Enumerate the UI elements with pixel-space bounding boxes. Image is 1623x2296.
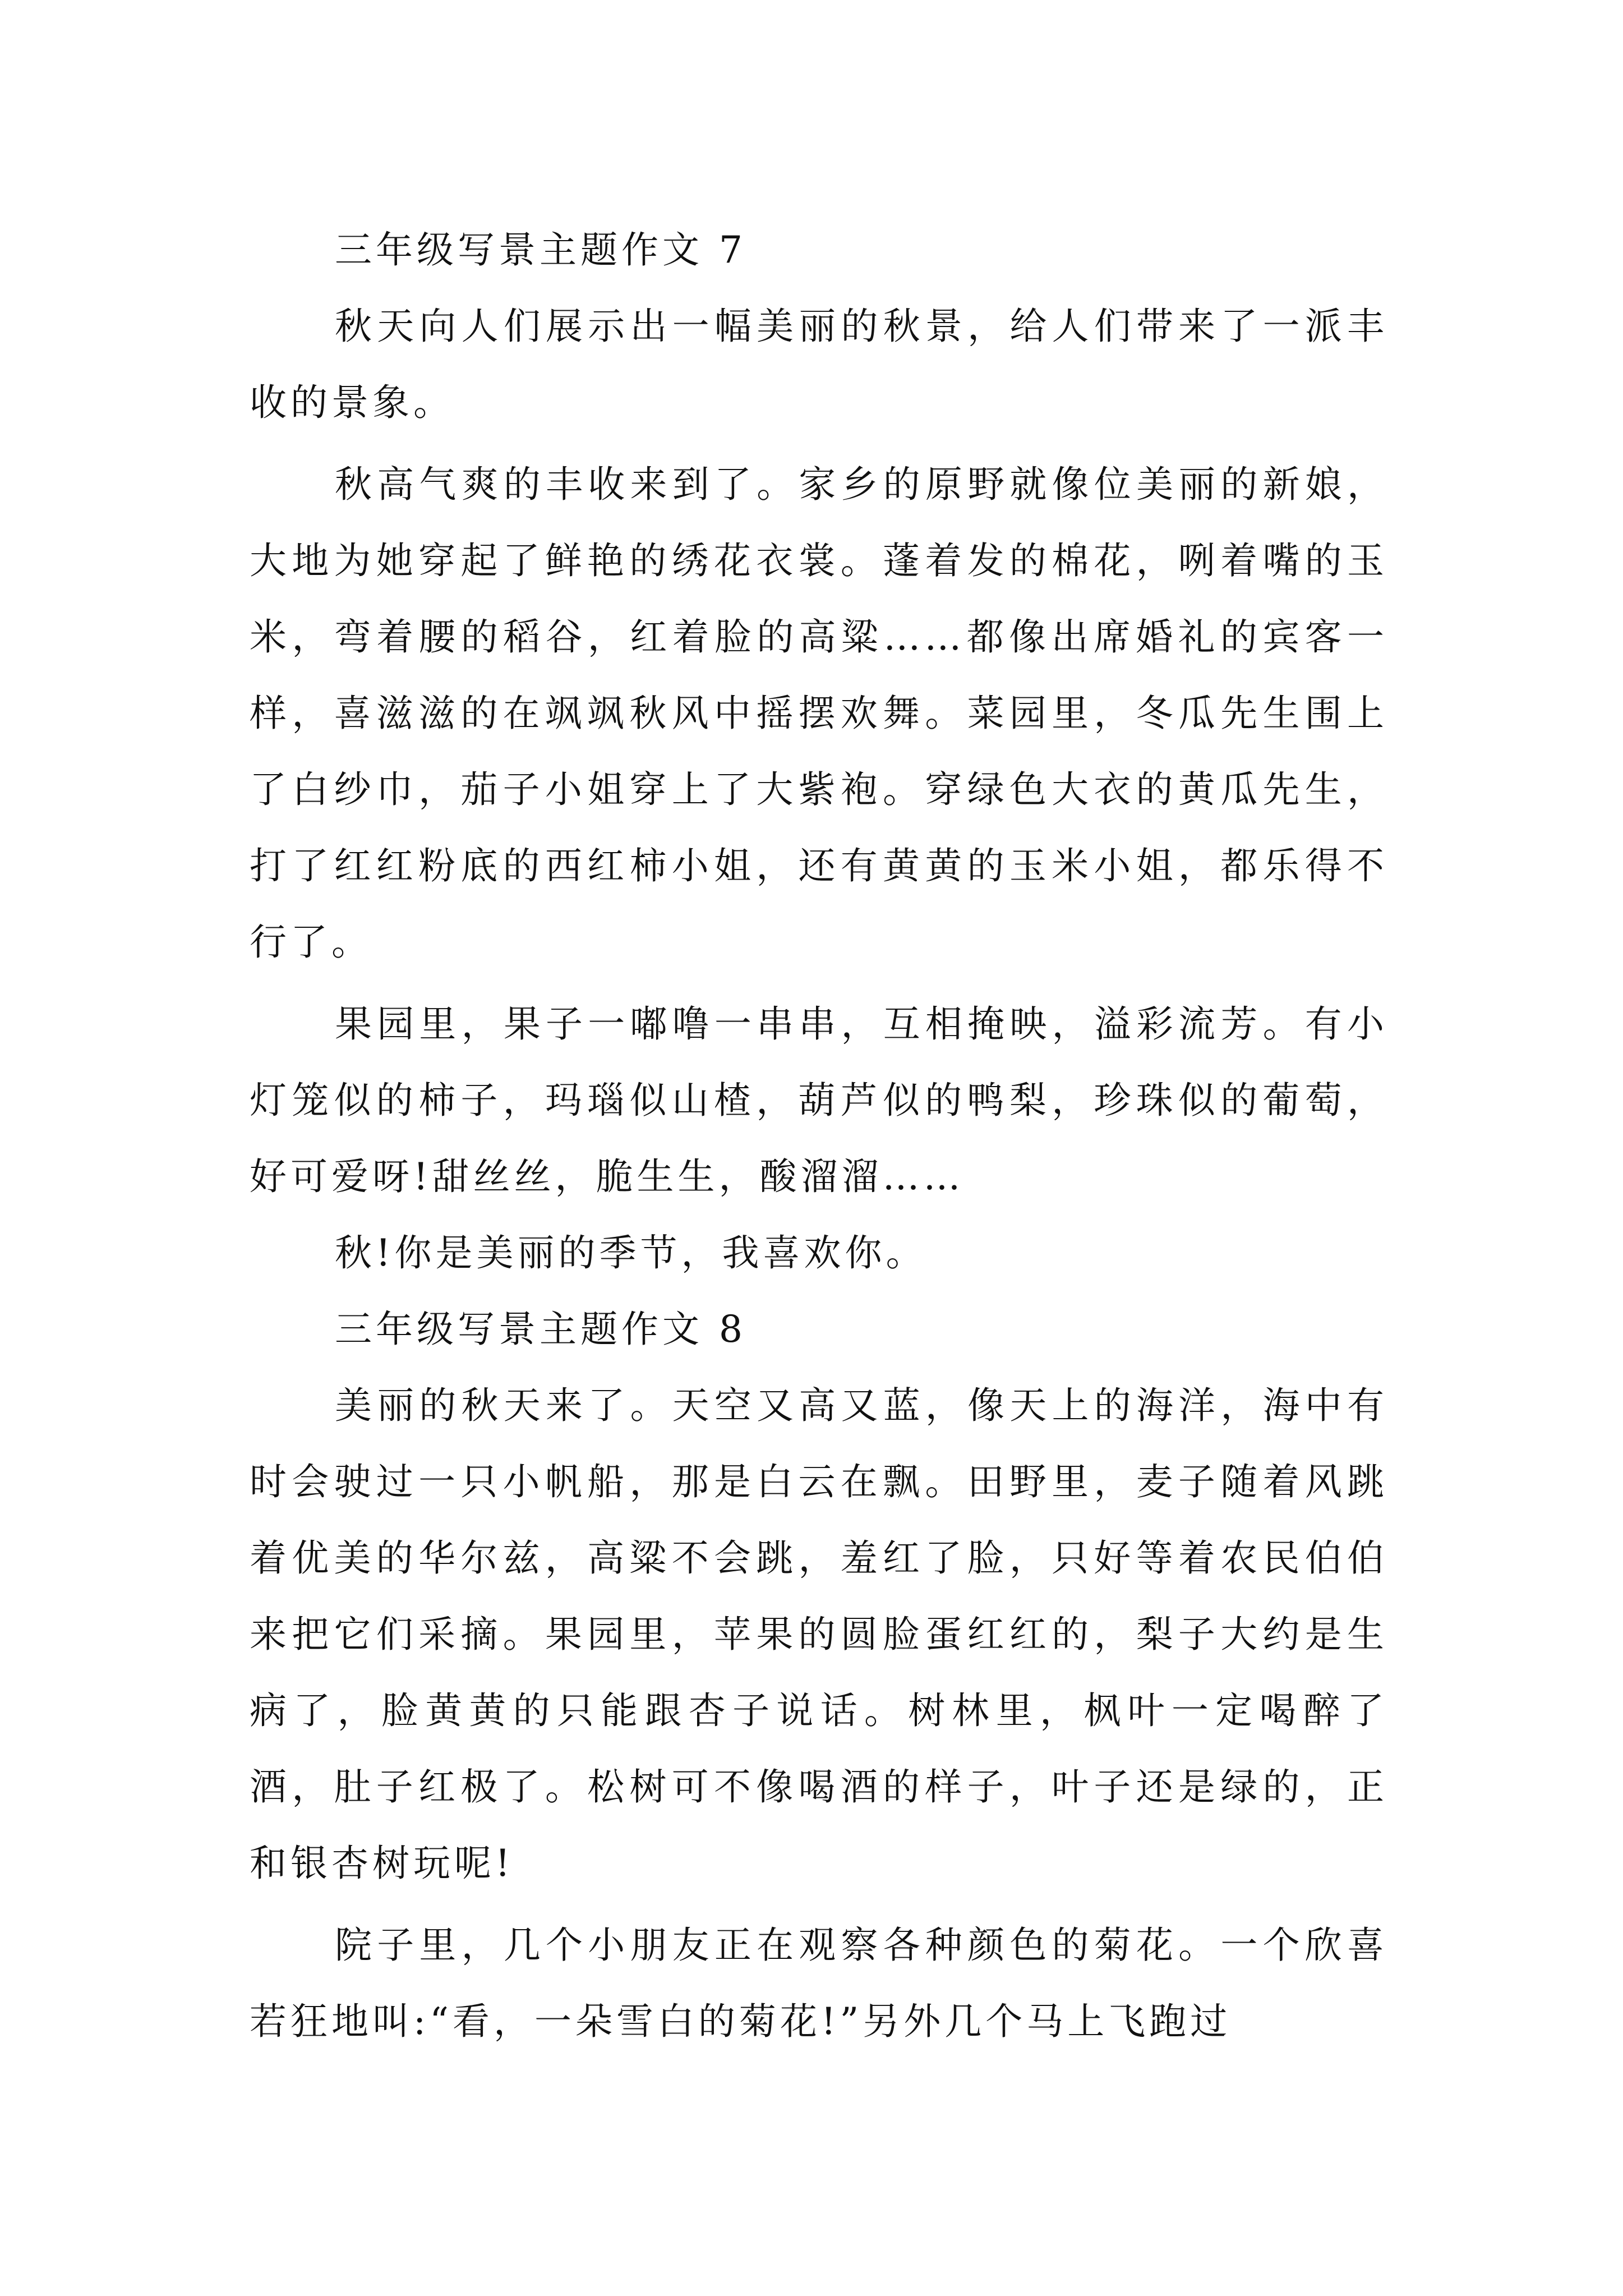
section-heading: 三年级写景主题作文 7 [335,228,746,272]
section-heading: 三年级写景主题作文 8 [335,1308,746,1351]
paragraph: 院子里，几个小朋友正在观察各种颜色的菊花。一个欣喜若狂地叫:“看，一朵雪白的菊花!”另外几个马上飞跑过 [250,1924,1388,2043]
paragraph: 秋!你是美丽的季节，我喜欢你。 [335,1231,927,1274]
paragraph: 果园里，果子一嘟噜一串串，互相掩映，溢彩流芳。有小灯笼似的柿子，玛瑙似山楂，葫芦似的鸭梨，珍珠似的葡萄，好可爱呀!甜丝丝，脆生生，酸溜溜…… [250,1002,1388,1198]
paragraph: 秋高气爽的丰收来到了。家乡的原野就像位美丽的新娘，大地为她穿起了鲜艳的绣花衣裳。蓬着发的棉花，咧着嘴的玉米，弯着腰的稻谷，红着脸的高粱……都像出席婚礼的宾客一样，喜滋滋的在飒飒秋风中摇摆欢舞。菜园里，冬瓜先生围上了白纱巾，茄子小姐穿上了大紫袍。穿绿色大衣的黄瓜先生，打了红红粉底的西红柿小姐，还有黄黄的玉米小姐，都乐得不行了。 [250,463,1388,964]
paragraph: 美丽的秋天来了。天空又高又蓝，像天上的海洋，海中有时会驶过一只小帆船，那是白云在飘。田野里，麦子随着风跳着优美的华尔兹，高粱不会跳，羞红了脸，只好等着农民伯伯来把它们采摘。果园里，苹果的圆脸蛋红红的，梨子大约是生病了，脸黄黄的只能跟杏子说话。树林里，枫叶一定喝醉了酒，肚子红极了。松树可不像喝酒的样子，叶子还是绿的，正和银杏树玩呢! [250,1384,1388,1885]
paragraph: 秋天向人们展示出一幅美丽的秋景，给人们带来了一派丰收的景象。 [250,305,1388,424]
document-body [250,212,1388,2060]
